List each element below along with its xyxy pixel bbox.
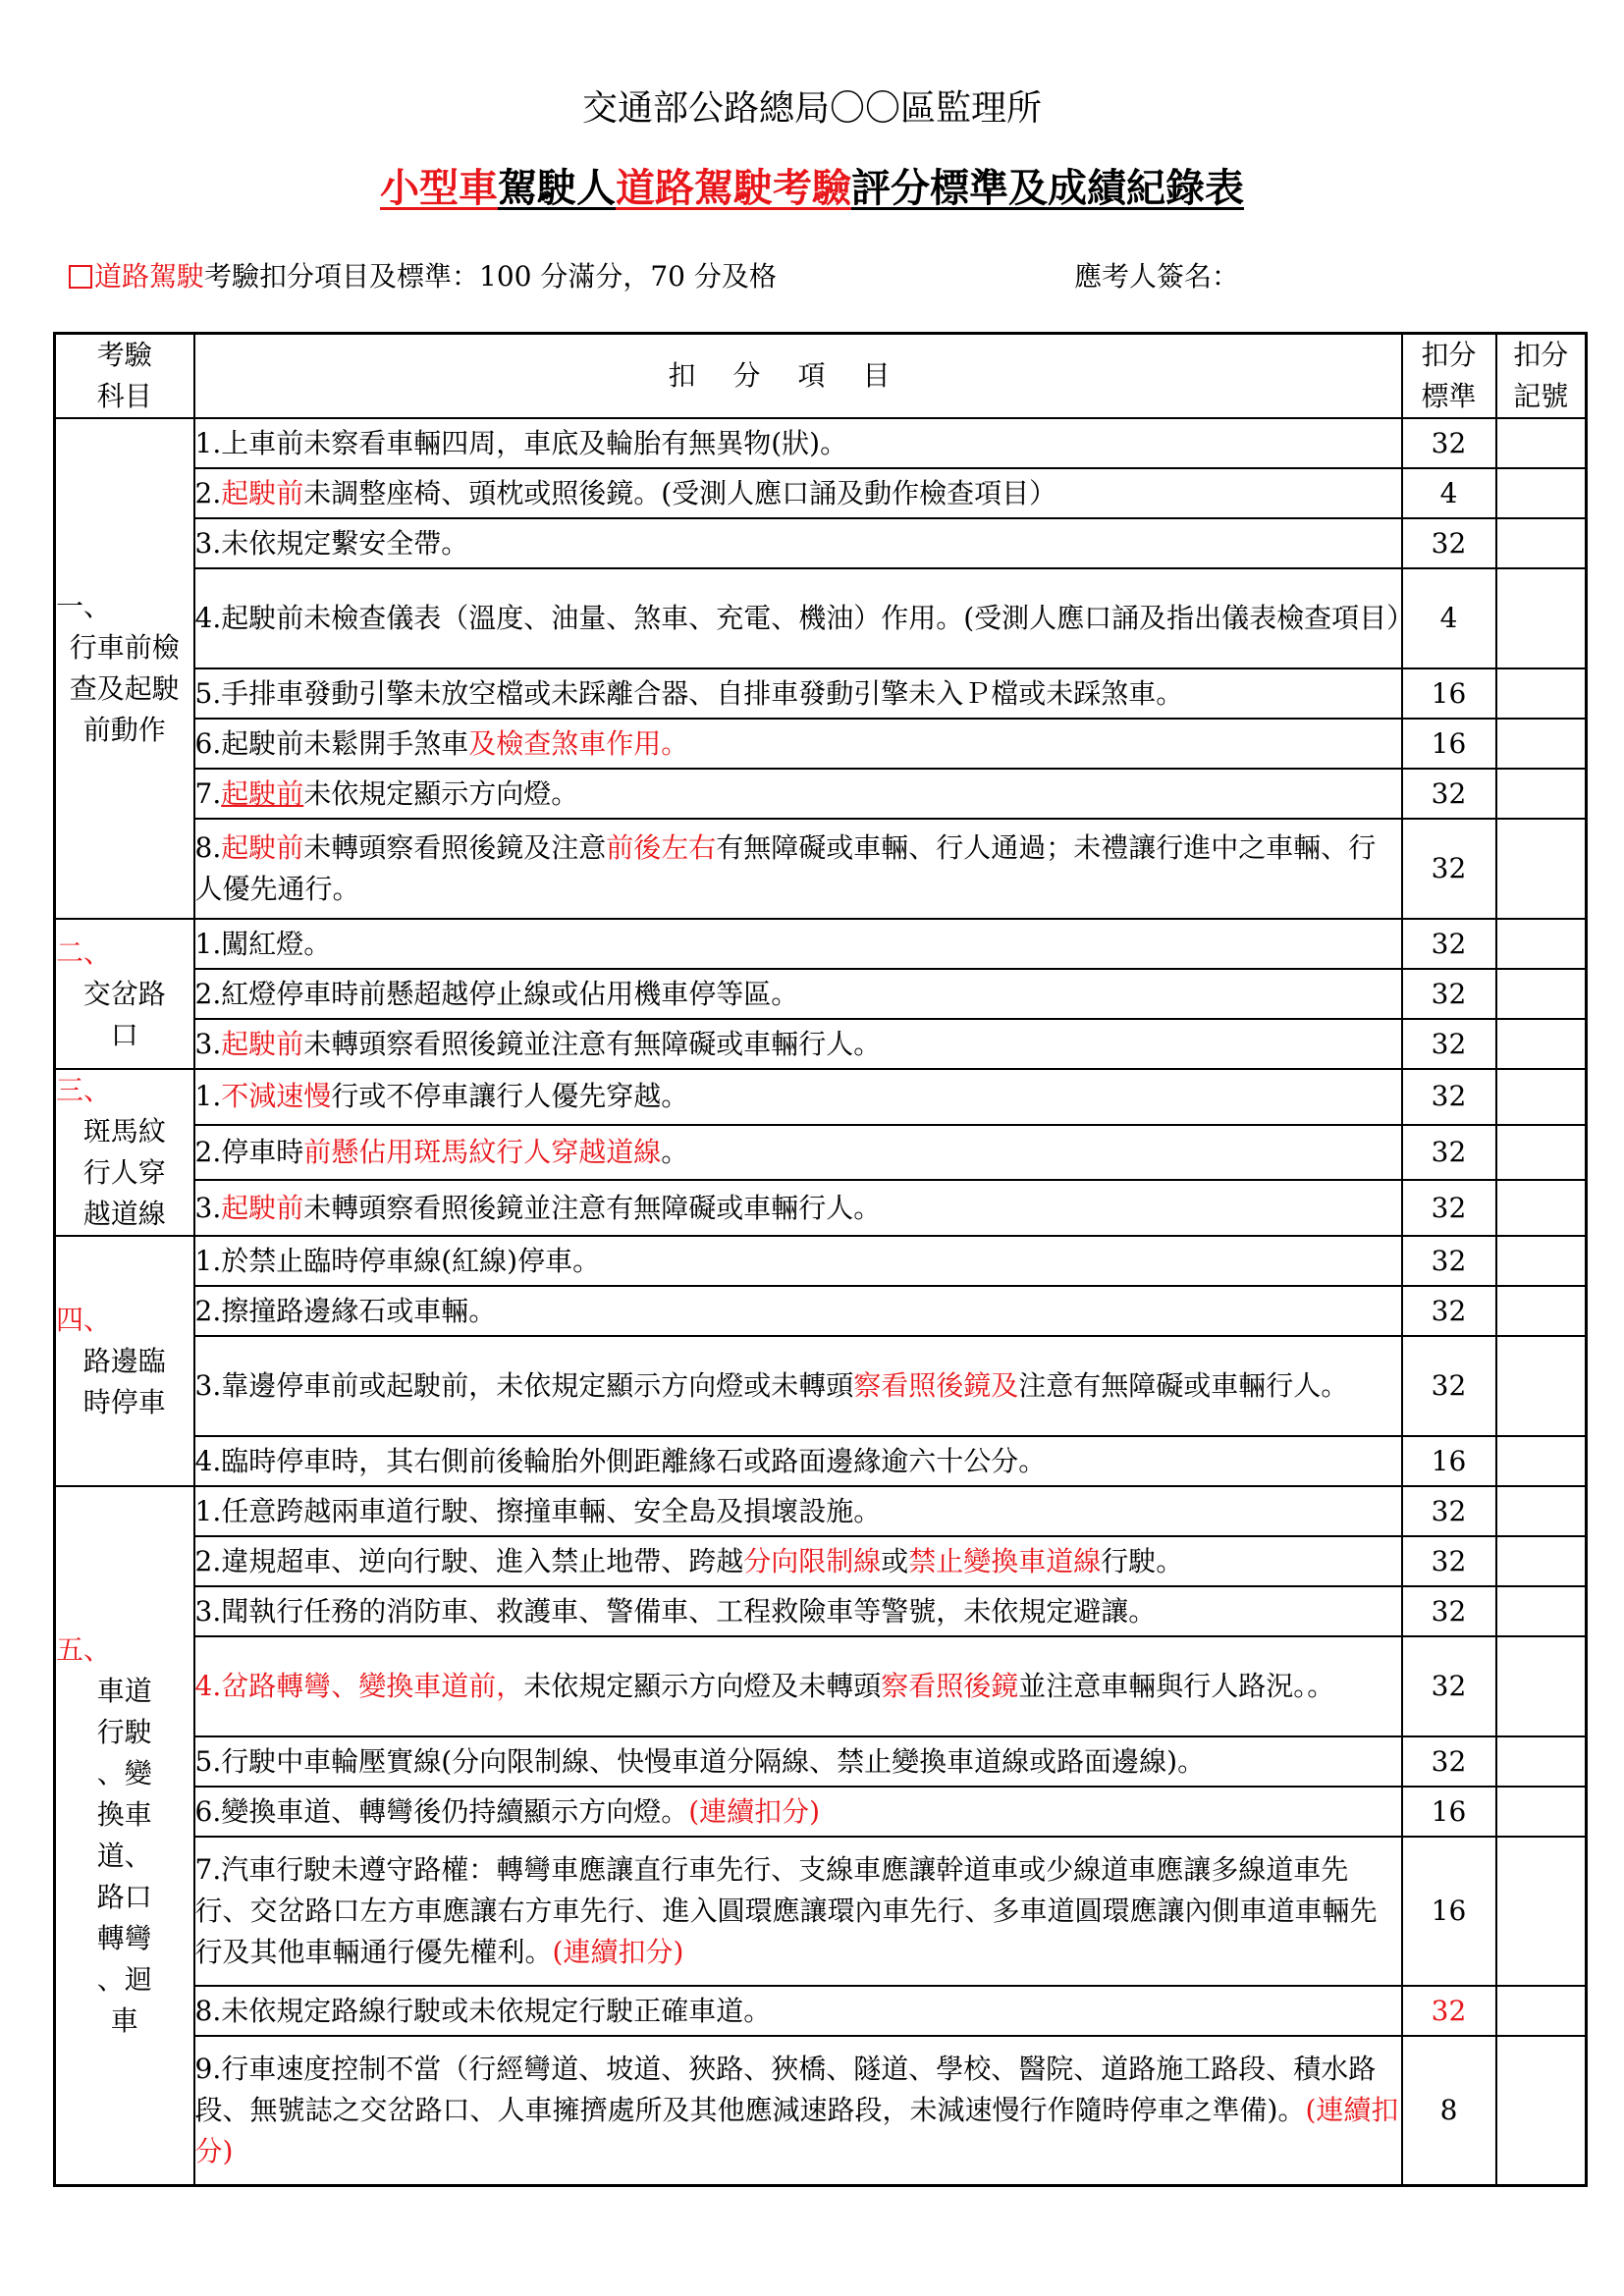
deduction-item: 4.起駛前未檢查儀表（溫度、油量、煞車、充電、機油）作用。(受測人應口誦及指出儀表檢查項目） [194, 568, 1402, 668]
table-row [55, 1787, 1587, 1837]
deduction-record-cell[interactable] [1496, 1736, 1587, 1787]
deduction-record-cell[interactable] [1496, 1586, 1587, 1636]
deduction-item: 1.上車前未察看車輛四周，車底及輪胎有無異物(狀)。 [194, 418, 1402, 468]
table-row [55, 2036, 1587, 2186]
table-row [55, 1586, 1587, 1636]
table-row [55, 1180, 1587, 1236]
deduction-record-cell[interactable] [1496, 568, 1587, 668]
deduction-record-cell[interactable] [1496, 1636, 1587, 1736]
header-items: 扣分項目 [194, 334, 1402, 419]
deduction-record-cell[interactable] [1496, 668, 1587, 719]
table-row [55, 1286, 1587, 1336]
header-category: 考驗 科目 [55, 334, 194, 419]
deduction-record-cell[interactable] [1496, 468, 1587, 518]
deduction-item: 1.不減速慢行或不停車讓行人優先穿越。 [194, 1069, 1402, 1125]
table-row [55, 1236, 1587, 1286]
deduction-points: 32 [1402, 1236, 1496, 1286]
deduction-item: 4.岔路轉彎、變換車道前，未依規定顯示方向燈及未轉頭察看照後鏡並注意車輛與行人路況。。 [194, 1636, 1402, 1736]
table-row [55, 919, 1587, 969]
table-row [55, 418, 1587, 468]
deduction-points: 32 [1402, 1636, 1496, 1736]
deduction-table [53, 332, 1588, 2187]
table-row [55, 1837, 1587, 1986]
deduction-item: 5.手排車發動引擎未放空檔或未踩離合器、自排車發動引擎未入Ｐ檔或未踩煞車。 [194, 668, 1402, 719]
deduction-points: 16 [1402, 1436, 1496, 1486]
section-number: 一、 [56, 590, 112, 622]
deduction-item: 3.未依規定繫安全帶。 [194, 518, 1402, 568]
deduction-record-cell[interactable] [1496, 2036, 1587, 2186]
section-category [55, 1486, 194, 2186]
table-row [55, 819, 1587, 919]
deduction-item: 8.未依規定路線行駛或未依規定行駛正確車道。 [194, 1986, 1402, 2036]
section-number: 五、 [56, 1633, 112, 1666]
deduction-record-cell[interactable] [1496, 1837, 1587, 1986]
deduction-item: 2.起駛前未調整座椅、頭枕或照後鏡。(受測人應口誦及動作檢查項目） [194, 468, 1402, 518]
deduction-points: 32 [1402, 1536, 1496, 1586]
deduction-item: 4.臨時停車時，其右側前後輪胎外側距離緣石或路面邊緣逾六十公分。 [194, 1436, 1402, 1486]
deduction-points: 8 [1402, 2036, 1496, 2186]
deduction-record-cell[interactable] [1496, 1536, 1587, 1586]
deduction-points: 32 [1402, 1069, 1496, 1125]
table-row [55, 1125, 1587, 1181]
table-row [55, 1069, 1587, 1125]
deduction-points: 32 [1402, 1286, 1496, 1336]
header-points: 扣分 標準 [1402, 334, 1496, 419]
deduction-record-cell[interactable] [1496, 1986, 1587, 2036]
deduction-points: 16 [1402, 668, 1496, 719]
deduction-record-cell[interactable] [1496, 969, 1587, 1019]
table-row [55, 1986, 1587, 2036]
table-row [55, 719, 1587, 769]
deduction-record-cell[interactable] [1496, 919, 1587, 969]
deduction-record-cell[interactable] [1496, 1180, 1587, 1236]
scoring-description: 考驗扣分項目及標準：100 分滿分，70 分及格 [204, 260, 777, 293]
deduction-item: 3.靠邊停車前或起駛前，未依規定顯示方向燈或未轉頭察看照後鏡及注意有無障礙或車輛行人。 [194, 1336, 1402, 1436]
deduction-record-cell[interactable] [1496, 1125, 1587, 1181]
deduction-item: 3.聞執行任務的消防車、救護車、警備車、工程救險車等警號，未依規定避讓。 [194, 1586, 1402, 1636]
table-row [55, 1019, 1587, 1069]
deduction-item: 2.停車時前懸佔用斑馬紋行人穿越道線。 [194, 1125, 1402, 1181]
deduction-record-cell[interactable] [1496, 1486, 1587, 1536]
deduction-points: 32 [1402, 1180, 1496, 1236]
deduction-record-cell[interactable] [1496, 418, 1587, 468]
deduction-points: 32 [1402, 418, 1496, 468]
section-number: 四、 [56, 1303, 112, 1336]
section-category [55, 418, 194, 919]
checkbox-exam-type[interactable] [69, 265, 92, 289]
deduction-points: 32 [1402, 819, 1496, 919]
deduction-record-cell[interactable] [1496, 1286, 1587, 1336]
deduction-record-cell[interactable] [1496, 719, 1587, 769]
title-exam-type: 道路駕駛考驗 [616, 165, 851, 211]
deduction-record-cell[interactable] [1496, 518, 1587, 568]
agency-title: 交通部公路總局〇〇區監理所 [581, 88, 1042, 129]
section-number: 二、 [56, 935, 112, 969]
deduction-points: 32 [1402, 919, 1496, 969]
deduction-item: 9.行車速度控制不當（行經彎道、坡道、狹路、狹橋、隧道、學校、醫院、道路施工路段、積水路段、無號誌之交岔路口、人車擁擠處所及其他應減速路段，未減速慢行作隨時停車之準備)。(連續扣分) [194, 2036, 1402, 2186]
deduction-record-cell[interactable] [1496, 1336, 1587, 1436]
section-name: 斑馬紋 行人穿 越道線 [82, 1115, 166, 1230]
table-row [55, 518, 1587, 568]
header-record: 扣分 記號 [1496, 334, 1587, 419]
deduction-item: 2.違規超車、逆向行駛、進入禁止地帶、跨越分向限制線或禁止變換車道線行駛。 [194, 1536, 1402, 1586]
section-name: 車道 行駛 、變 換車 道、 路口 轉彎 、迴 車 [96, 1675, 152, 2037]
table-row [55, 668, 1587, 719]
section-category [55, 919, 194, 1069]
section-name: 路邊臨 時停車 [82, 1344, 166, 1418]
table-row [55, 1486, 1587, 1536]
table-row [55, 1736, 1587, 1787]
title-form-name: 評分標準及成績紀錄表 [851, 165, 1244, 211]
deduction-record-cell[interactable] [1496, 769, 1587, 819]
deduction-item: 2.紅燈停車時前懸超越停止線或佔用機車停等區。 [194, 969, 1402, 1019]
deduction-points: 32 [1402, 1019, 1496, 1069]
section-number: 三、 [56, 1074, 112, 1106]
deduction-item: 7.汽車行駛未遵守路權：轉彎車應讓直行車先行、支線車應讓幹道車或少線道車應讓多線道車先行、交岔路口左方車應讓右方車先行、進入圓環應讓環內車先行、多車道圓環應讓內側車道車輛先行及其他車輛通行優先權利。(連續扣分) [194, 1837, 1402, 1986]
section-category [55, 1236, 194, 1486]
section-name: 交岔路 口 [82, 977, 166, 1051]
deduction-points: 32 [1402, 1586, 1496, 1636]
deduction-item: 1.闖紅燈。 [194, 919, 1402, 969]
table-row [55, 568, 1587, 668]
deduction-record-cell[interactable] [1496, 1436, 1587, 1486]
deduction-points: 32 [1402, 1125, 1496, 1181]
deduction-points: 32 [1402, 769, 1496, 819]
title-vehicle-type: 小型車 [380, 165, 498, 211]
deduction-record-cell[interactable] [1496, 1019, 1587, 1069]
deduction-record-cell[interactable] [1496, 1236, 1587, 1286]
section-category [55, 1069, 194, 1236]
deduction-points: 16 [1402, 719, 1496, 769]
table-header-row [55, 334, 1587, 419]
scoring-standard [69, 255, 777, 294]
form-title [0, 157, 1624, 213]
deduction-item: 7.起駛前未依規定顯示方向燈。 [194, 769, 1402, 819]
deduction-points: 16 [1402, 1787, 1496, 1837]
table-row [55, 468, 1587, 518]
deduction-item: 6.變換車道、轉彎後仍持續顯示方向燈。(連續扣分) [194, 1787, 1402, 1837]
deduction-item: 1.於禁止臨時停車線(紅線)停車。 [194, 1236, 1402, 1286]
deduction-item: 2.擦撞路邊緣石或車輛。 [194, 1286, 1402, 1336]
table-row [55, 969, 1587, 1019]
deduction-points: 4 [1402, 568, 1496, 668]
table-row [55, 769, 1587, 819]
deduction-points: 32 [1402, 1336, 1496, 1436]
deduction-points: 4 [1402, 468, 1496, 518]
section-name: 行車前檢 查及起駛 前動作 [69, 631, 180, 746]
table-row [55, 1536, 1587, 1586]
title-driver: 駕駛人 [498, 165, 616, 211]
table-row [55, 1336, 1587, 1436]
deduction-points: 32 [1402, 1486, 1496, 1536]
signature-label: 應考人簽名： [1074, 260, 1240, 293]
deduction-item: 3.起駛前未轉頭察看照後鏡並注意有無障礙或車輛行人。 [194, 1180, 1402, 1236]
deduction-record-cell[interactable] [1496, 1787, 1587, 1837]
deduction-item: 8.起駛前未轉頭察看照後鏡及注意前後左右有無障礙或車輛、行人通過；未禮讓行進中之車輛、行人優先通行。 [194, 819, 1402, 919]
scoring-exam-name: 道路駕駛 [94, 260, 205, 293]
deduction-points: 32 [1402, 518, 1496, 568]
deduction-points: 32 [1402, 1986, 1496, 2036]
deduction-record-cell[interactable] [1496, 819, 1587, 919]
deduction-item: 5.行駛中車輪壓實線(分向限制線、快慢車道分隔線、禁止變換車道線或路面邊線)。 [194, 1736, 1402, 1787]
deduction-item: 3.起駛前未轉頭察看照後鏡並注意有無障礙或車輛行人。 [194, 1019, 1402, 1069]
deduction-item: 1.任意跨越兩車道行駛、擦撞車輛、安全島及損壞設施。 [194, 1486, 1402, 1536]
deduction-record-cell[interactable] [1496, 1069, 1587, 1125]
table-body [55, 418, 1587, 2186]
table-row [55, 1436, 1587, 1486]
deduction-item: 6.起駛前未鬆開手煞車及檢查煞車作用。 [194, 719, 1402, 769]
deduction-points: 32 [1402, 1736, 1496, 1787]
deduction-points: 32 [1402, 969, 1496, 1019]
table-row [55, 1636, 1587, 1736]
deduction-points: 16 [1402, 1837, 1496, 1986]
